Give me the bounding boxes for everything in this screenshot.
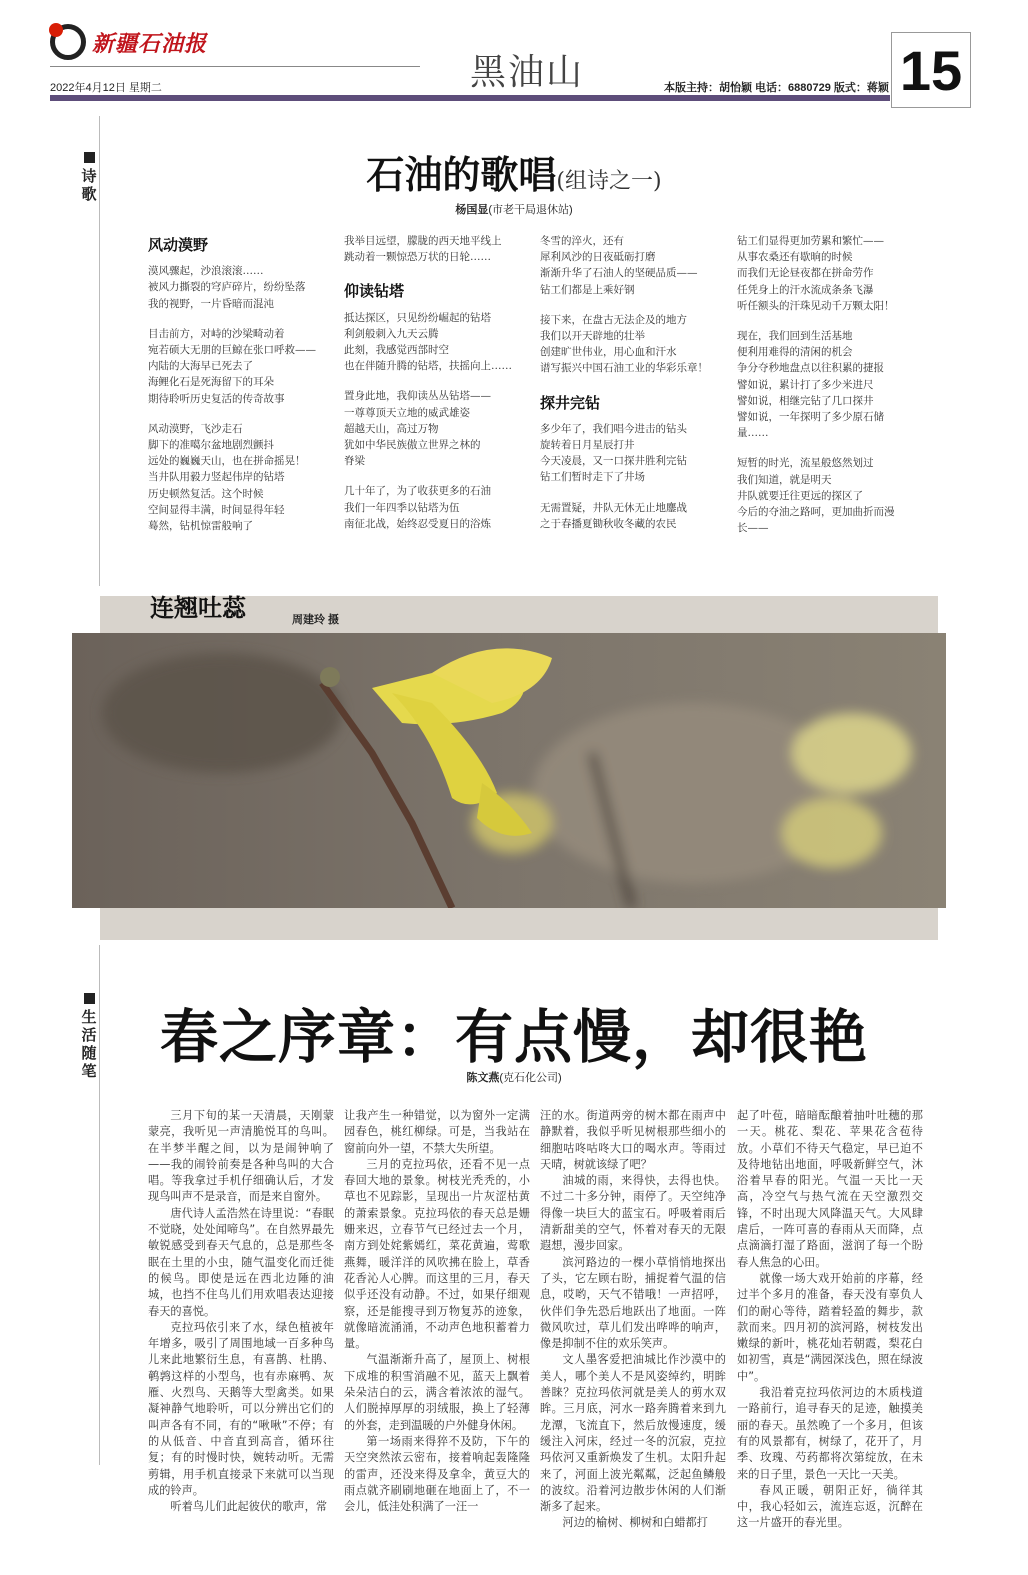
poem-line: 钻工们暂时走下了井场	[540, 471, 645, 484]
poem-line: 钻工们都是上乘好钢	[540, 283, 635, 296]
essay-paragraph: 三月的克拉玛依，还看不见一点春回大地的景象。树枝光秃秃的，小草也不见踪影，呈现出一片灰涩枯黄的萧索景象。克拉玛依的春天总是姗姗来迟，立春节气已经过去一个月，南方到处姹紫嫣红，菜花黄遍，莺歌燕舞，暖洋洋的风吹拂在脸上，草香花香沁人心脾。而这里的三月，春天似乎还没有动静。不过，如果仔细观察，还是能搜寻到万物复苏的迹象，就像暗流涌涌，不动声色地积蓄着力量。	[344, 1157, 530, 1351]
poem-line: 此刻，我感觉西部时空	[344, 344, 449, 357]
poem-affiliation: (市老干局退休站)	[488, 204, 573, 216]
poem-subtitle: (组诗之一)	[556, 169, 662, 194]
poem-line: 犀利风沙的日夜砥砺打磨	[540, 251, 656, 264]
poem-line: 而我们无论昼夜都在拼命劳作	[737, 267, 874, 280]
essay-column	[148, 1108, 334, 1515]
poem-line: 置身此地，我仰读丛丛钻塔——	[344, 390, 491, 403]
side-label-essay-text: 生活随笔	[81, 1008, 97, 1080]
poem-line: 一尊尊顶天立地的威武雄姿	[344, 406, 470, 419]
poem-line: 宛若硕大无朋的巨鲸在张口呼救——	[148, 344, 316, 357]
poem-line: 譬如说，一年探明了多少原石储	[737, 411, 884, 424]
poem-title-main: 石油的歌唱	[366, 153, 557, 197]
poem-column	[344, 233, 524, 546]
poem-line: 超越天山，高过万物	[344, 422, 439, 435]
poem-line: 目击前方，对峙的沙梁畸动着	[148, 327, 285, 340]
poem-line: 我的视野，一片昏暗而混沌	[148, 297, 274, 310]
poem-line: 蓦然，钻机惊雷般响了	[148, 520, 253, 533]
essay-paragraph: 三月下旬的某一天清晨，天刚蒙蒙亮，我听见一声清脆悦耳的鸟叫。在半梦半醒之间，以为是闹钟响了——我的闹铃前奏是各种鸟叫的大合唱。等我拿过手机仔细确认后，才发现鸟叫声不是录音，而是来自窗外。	[148, 1109, 334, 1204]
poem-line: 跳动着一颗惊恐万状的日轮……	[344, 251, 491, 264]
essay-paragraph: 我沿着克拉玛依河边的木质栈道一路前行，追寻春天的足迹，触摸美丽的春天。虽然晚了一个多月，但该有的风景都有，树绿了，花开了，月季、玫瑰、芍药都将次第绽放，在未来的日子里，景色一天比一天美。	[737, 1386, 923, 1481]
newspaper-logo	[50, 24, 207, 60]
essay-column	[344, 1108, 530, 1515]
poem-line: 渐渐升华了石油人的坚硬品质——	[540, 267, 698, 280]
essay-paragraph: 就像一场大戏开始前的序幕，经过半个多月的准备，春天没有辜负人们的耐心等待，踏着轻盈的舞步，款款而来。四月初的滨河路，树枝发出嫩绿的新叶，桃花灿若朝霞，梨花白如初雪，真是“满园深浅色，照在绿波中”。	[737, 1271, 923, 1383]
poem-line: 几十年了，为了收获更多的石油	[344, 485, 491, 498]
poem-line: 漠风骤起，沙浪滚滚……	[148, 265, 264, 278]
page-number: 15	[891, 32, 971, 108]
poem-heading: 探井完钻	[540, 393, 601, 412]
poem-column	[540, 233, 720, 546]
poem-heading: 仰读钻塔	[344, 282, 405, 301]
poem-line: 听任额头的汗珠见动千万颗太阳！	[737, 299, 895, 312]
poem-line: 南征北战，始终忍受夏日的浴炼	[344, 517, 491, 530]
poem-line: 我举目远望，朦胧的西天地平线上	[344, 235, 502, 247]
essay-paragraph: 汪的水。街道两旁的树木都在雨声中静默着，我似乎听见树根那些细小的细胞咕咚咕咚大口的喝水声。等雨过天晴，树就该绿了吧？	[540, 1109, 726, 1171]
poem-line: 任凭身上的汗水流成条条飞瀑	[737, 283, 874, 296]
essay-paragraph: 听着鸟儿们此起彼伏的歌声，常	[170, 1500, 328, 1514]
header-bar	[50, 95, 890, 101]
poem-byline	[0, 201, 1028, 217]
poem-line: 脚下的准噶尔盆地剧烈颤抖	[148, 439, 274, 452]
masthead-rule	[50, 66, 420, 67]
poem-line: 历史顿然复活。这个时候	[148, 487, 264, 500]
poem-line: 井队就要迁往更远的探区了	[737, 489, 863, 502]
side-label-poetry-text: 诗歌	[81, 167, 97, 203]
essay-paragraph: 滨河路边的一棵小草悄悄地探出了头，它左顾右盼，捕捉着气温的信息，哎哟，天气不错哦！一声招呼，伙伴们争先恐后地跃出了地面。一阵微风吹过，草儿们发出哗哗的响声，像是抑制不住的欢乐笑声。	[540, 1255, 726, 1351]
poem-line: 现在，我们回到生活基地	[737, 330, 853, 343]
poem-line: 当井队用毅力竖起伟岸的钻塔	[148, 471, 285, 484]
poem-line: 多少年了，我们唱今进击的钻头	[540, 422, 687, 435]
poem-line: 接下来，在盘古无法企及的地方	[540, 313, 687, 326]
poem-line: 譬如说，相继完钻了几口探井	[737, 394, 874, 407]
poem-line: 长——	[737, 522, 769, 535]
poem-line: 谱写振兴中国石油工业的华彩乐章！	[540, 362, 708, 375]
essay-column	[540, 1108, 726, 1532]
editor-info: 本版主持：胡怡颖 电话：6880729 版式：蒋颖	[664, 82, 889, 94]
paper-name: 新疆石油报	[92, 30, 208, 57]
poem-line: 空间显得丰满，时间显得年轻	[148, 503, 285, 516]
forsythia-photo	[72, 633, 946, 908]
logo-mark-icon	[50, 24, 86, 60]
essay-paragraph: 起了叶苞，暗暗酝酿着抽叶吐穗的那一天。桃花、梨花、苹果花含苞待放。小草们不待天气稳定，早已迫不及待地钻出地面，呼吸新鲜空气，沐浴着早春的阳光。气温一天比一天高，冷空气与热气流在天空激烈交锋，不时出现大风降温天气。大风肆虐后，一阵可喜的春雨从天而降，点点滴滴打湿了路面，滋润了每一个盼春人焦急的心田。	[737, 1109, 923, 1269]
poem-line: 今后的夺油之路呵，更加曲折而漫	[737, 506, 895, 519]
essay-paragraph: 油城的雨，来得快，去得也快。不过二十多分钟，雨停了。天空纯净得像一块巨大的蓝宝石。呼吸着雨后清新甜美的空气，怀着对春天的无限遐想，漫步回家。	[540, 1174, 726, 1253]
poem-line: 风动漠野，飞沙走石	[148, 422, 243, 435]
photo-title: 连翘吐蕊	[150, 594, 246, 622]
essay-author: 陈文燕	[466, 1072, 500, 1084]
poem-line: 无需置疑，井队无休无止地鏖战	[540, 501, 687, 514]
essay-title: 春之序章：有点慢，却很艳	[159, 1003, 868, 1071]
poem-line: 旋转着日月星辰打井	[540, 439, 635, 452]
essay-paragraph: 让我产生一种错觉，以为窗外一定满园春色，桃红柳绿。可是，当我站在窗前向外一望，不禁大失所望。	[344, 1109, 530, 1155]
poem-line: 创建旷世伟业，用心血和汗水	[540, 346, 677, 359]
poem-line: 我们以开天辟地的壮举	[540, 330, 645, 343]
poem-line: 从事农桑还有歇晌的时候	[737, 251, 853, 264]
poem-heading: 风动漠野	[148, 236, 209, 254]
essay-byline	[0, 1069, 1028, 1085]
poem-line: 便利用难得的清闲的机会	[737, 346, 853, 359]
poem-line: 犹如中华民族傲立世界之林的	[344, 439, 481, 452]
poem-line: 也在伴随升腾的钻塔，扶摇向上……	[344, 360, 512, 373]
essay-paragraph: 气温渐渐升高了，屋顶上、树根下成堆的积雪消融不见，蓝天上飘着朵朵洁白的云，满含着浓浓的湿气。人们脱掉厚厚的羽绒服，换上了轻薄的外套，走到温暖的户外健身休闲。	[344, 1353, 530, 1432]
poem-line: 脊梁	[344, 455, 365, 468]
poem-line: 量……	[737, 427, 769, 440]
essay-paragraph: 文人墨客爱把油城比作沙漠中的美人，哪个美人不是风姿绰约，明眸善睐？克拉玛依河就是美人的剪水双眸。三月底，河水一路奔腾着来到九龙潭，飞流直下，然后放慢速度，缓缓注入河床，经过一冬的沉寂，克拉玛依河又重新焕发了生机。太阳升起来了，河面上波光粼粼，泛起鱼鳞般的波纹。沿着河边散步休闲的人们渐渐多了起来。	[540, 1353, 726, 1514]
poem-line: 钻工们显得更加劳累和繁忙——	[737, 235, 884, 247]
issue-date: 2022年4月12日 星期二	[50, 82, 162, 94]
poem-line: 冬雪的淬火，还有	[540, 235, 624, 247]
poem-line: 争分夺秒地盘点以往积累的捷报	[737, 362, 884, 375]
essay-column	[737, 1108, 923, 1532]
poem-line: 利剑般刺入九天云腾	[344, 327, 439, 340]
essay-paragraph: 第一场雨来得猝不及防，下午的天空突然浓云密布，接着响起轰隆隆的雷声，还没来得及拿伞，黄豆大的雨点就齐刷刷地砸在地面上了，不一会儿，低洼处积满了一汪一	[344, 1434, 530, 1514]
forsythia-photo-image	[72, 633, 946, 908]
poem-line: 之于春播夏锄秋收冬藏的农民	[540, 517, 677, 530]
poem-line: 海鲤化石是死海留下的耳朵	[148, 376, 274, 389]
poem-line: 抵达探区，只见纷纷崛起的钻塔	[344, 311, 491, 324]
poem-column	[737, 233, 917, 550]
poem-line: 被风力撕裂的穹庐碎片，纷纷坠落	[148, 281, 306, 294]
poem-line: 我们一年四季以钻塔为伍	[344, 501, 460, 514]
essay-paragraph: 春风正暖，朝阳正好，徜徉其中，我心轻如云，流连忘返，沉醉在这一片盛开的春光里。	[737, 1483, 923, 1530]
poem-line: 远处的巍巍天山，也在拼命摇晃！	[148, 455, 306, 468]
essay-affiliation: (克石化公司)	[499, 1072, 562, 1084]
poem-column	[148, 233, 328, 548]
poem-line: 我们知道，就是明天	[737, 473, 832, 486]
poem-line: 内陆的大海早已死去了	[148, 360, 253, 373]
essay-paragraph: 克拉玛依引来了水，绿色植被年年增多，吸引了周围地域一百多种鸟儿来此地繁衍生息，有喜鹊、杜鹃、鹌鹑这样的小型鸟，也有赤麻鸭、灰雁、火烈鸟、天鹅等大型禽类。如果凝神静气地聆听，可以分辨出它们的叫声各有不同，有的“啾啾”不停；有的从低音、中音直到高音，循环往复；有的时慢时快，婉转动听。无需剪辑，用手机直接录下来就可以当现成的铃声。	[148, 1320, 334, 1497]
essay-paragraph: 河边的榆树、柳树和白蜡都打	[562, 1516, 708, 1530]
section-title: 黑油山	[470, 52, 585, 93]
poem-line: 期待聆听历史复活的传奇故事	[148, 392, 285, 405]
essay-paragraph: 唐代诗人孟浩然在诗里说：“春眠不觉晓，处处闻啼鸟”。在自然界最先敏锐感受到春天气息的，总是那些冬眠在土里的小虫，随气温变化而迁徙的候鸟。即使是远在西北边陲的油城，也挡不住鸟儿们用欢唱表达迎接春天的喜悦。	[148, 1206, 334, 1318]
poem-title	[0, 144, 1028, 199]
photo-credit: 周建玲 摄	[292, 614, 340, 626]
poem-line: 今天凌晨，又一口探井胜利完钻	[540, 455, 687, 468]
poem-author: 杨国显	[455, 204, 489, 216]
poem-line: 短暂的时光，流星般悠然划过	[737, 457, 874, 470]
poem-line: 譬如说，累计打了多少米进尺	[737, 378, 874, 391]
